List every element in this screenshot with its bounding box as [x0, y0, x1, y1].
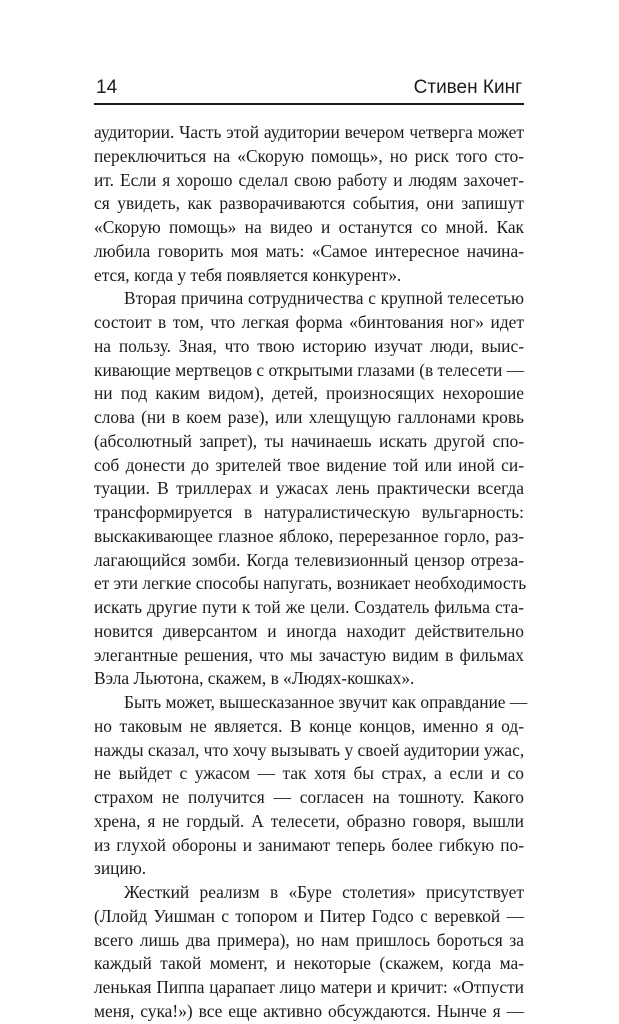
- text-line: переключиться на «Скорую помощь», но риск того сто-: [94, 145, 524, 166]
- running-head: Стивен Кинг: [413, 77, 522, 98]
- text-line: Жесткий реализм в «Буре столетия» присутствует: [124, 882, 524, 902]
- text-line: трансформируется в натуралистическую вульгарность:: [94, 502, 524, 522]
- text-line: ит. Если я хорошо сделал свою работу и людям захочет-: [94, 169, 524, 190]
- page-number: 14: [96, 77, 118, 98]
- text-line: хрена, я не гордый. А телесети, образно говоря, вышли: [94, 810, 524, 831]
- text-line: новится диверсантом и иногда находит действительно: [94, 620, 524, 641]
- paragraph: [94, 691, 528, 881]
- text-line: ет эти легкие способы напугать, возникает необходимость: [94, 573, 527, 594]
- text-line: из глухой обороны и занимают теперь более гибкую по-: [94, 834, 524, 855]
- text-line: Вторая причина сотрудничества с крупной телесетью: [124, 288, 524, 309]
- text-line: туации. В триллерах и ужасах лень практически всегда: [94, 478, 524, 499]
- text-line: соб донести до зрителей твое видение той или иной си-: [94, 454, 524, 475]
- paragraph: [94, 287, 527, 691]
- text-line: на пользу. Зная, что твою историю изучат люди, выис-: [94, 335, 524, 356]
- text-line: аудитории. Часть этой аудитории вечером четверга может: [94, 122, 524, 142]
- text-line: нажды сказал, что хочу вызывать у своей аудитории ужас,: [94, 739, 525, 760]
- text-line: ни под каким видом), детей, произносящих нехорошие: [94, 383, 524, 404]
- text-line: зицию.: [94, 858, 147, 879]
- text-line: (Ллойд Уишман с топором и Питер Годсо с веревкой —: [94, 905, 524, 926]
- text-line: каждый такой момент, и некоторые (скажем, когда ма-: [94, 953, 524, 974]
- text-line: любила говорить моя мать: «Самое интересное начина-: [94, 240, 524, 261]
- text-line: (абсолютный запрет), ты начинаешь искать другой спо-: [94, 430, 524, 451]
- text-line: ленькая Пиппа царапает лицо матери и кричит: «Отпусти: [94, 977, 524, 997]
- page-header: [94, 75, 524, 105]
- text-line: ся увидеть, как разворачиваются события, они запишут: [94, 193, 524, 214]
- text-line: Вэла Льютона, скажем, в «Людях-кошках».: [94, 668, 415, 689]
- text-line: страхом не получится — согласен на тошноту. Какого: [94, 787, 524, 807]
- text-line: но таковым не является. В конце концов, именно я од-: [94, 715, 524, 736]
- text-line: всего лишь два примера), но нам пришлось бороться за: [94, 929, 524, 950]
- text-line: меня, сука!») все еще активно обсуждаются. Нынче я —: [94, 1000, 524, 1021]
- paragraph: [94, 121, 524, 287]
- text-line: кивающие мертвецов с открытыми глазами (в телесети —: [94, 359, 524, 380]
- paragraph: [94, 881, 524, 1024]
- text-line: лагающийся зомби. Когда телевизионный цензор отреза-: [94, 549, 524, 570]
- text-line: «Скорую помощь» на видео и останутся со мной. Как: [94, 217, 524, 237]
- text-line: слова (ни в коем разе), или хлещущую галлонами кровь: [94, 407, 524, 427]
- text-line: искать другие пути к той же цели. Создатель фильма ста-: [94, 597, 524, 617]
- text-line: элегантные решения, что мы зачастую видим в фильмах: [94, 644, 524, 665]
- text-line: не выйдет с ужасом — так хотя бы страх, а если и со: [94, 763, 524, 784]
- text-line: выскакивающее глазное яблоко, перерезанное горло, раз-: [94, 525, 524, 546]
- text-line: состоит в том, что легкая форма «бинтования ног» идет: [94, 312, 524, 332]
- text-line: Быть может, вышесказанное звучит как оправдание —: [124, 692, 528, 712]
- text-line: ется, когда у тебя появляется конкурент».: [94, 264, 402, 285]
- body-text: [94, 121, 528, 1024]
